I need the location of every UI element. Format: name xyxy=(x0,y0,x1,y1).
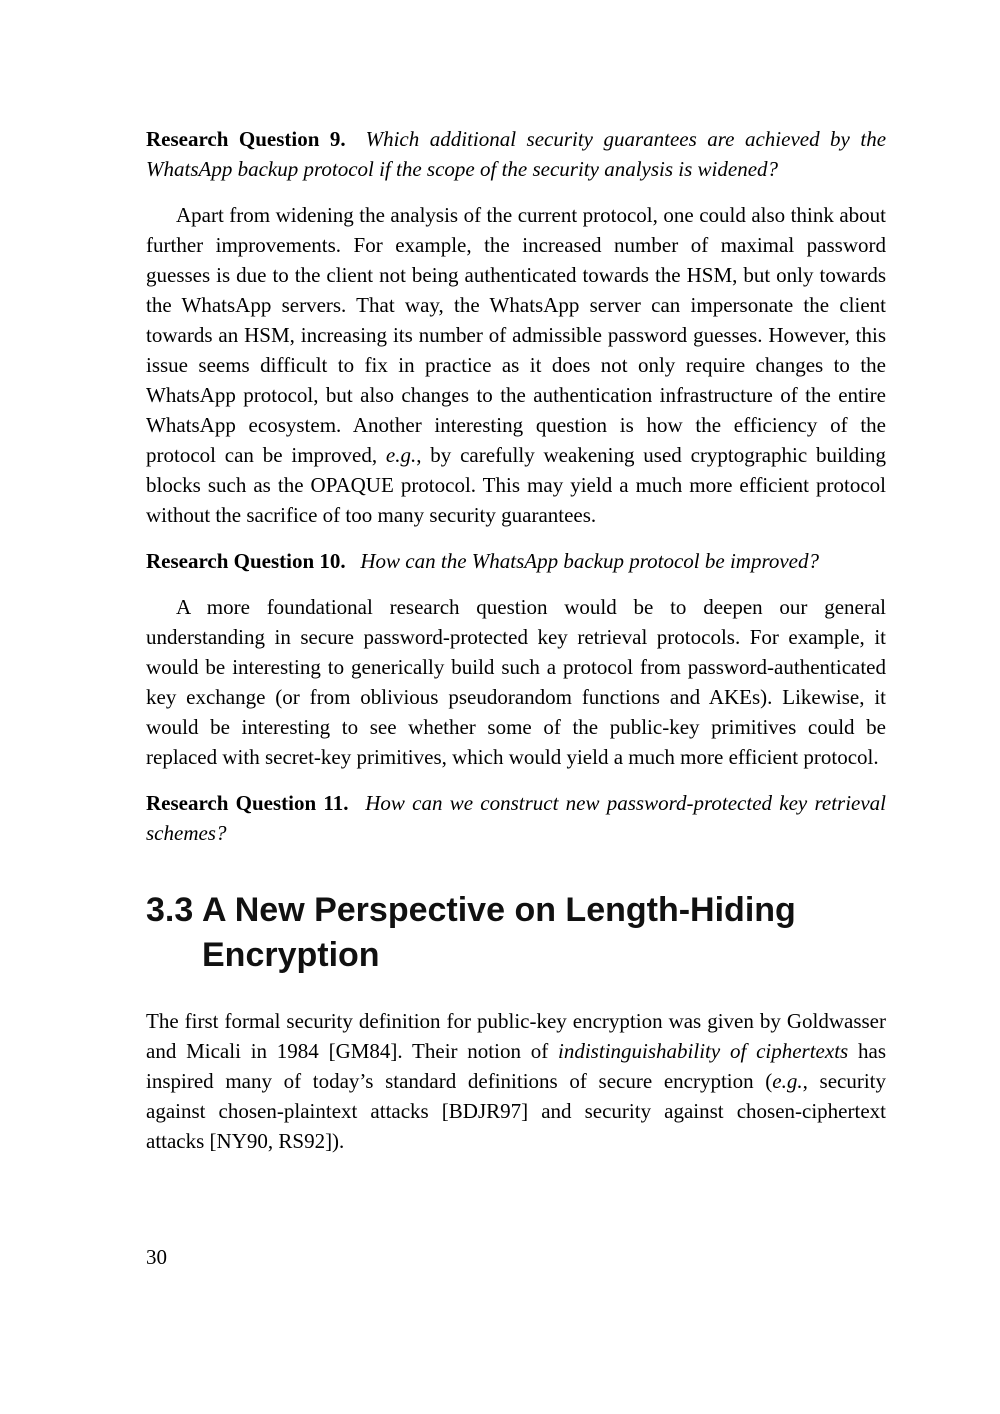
paragraph-protocol-improvements-text-1: Apart from widening the analysis of the current protocol, one could also think about further improvements. For example, the increased number of maximal password guesses is due to the client not being authenticated towards the HSM, but only towards the WhatsApp servers. That way, the WhatsApp server can impersonate the client towards an HSM, increasing its number of admissible password guesses. However, this issue seems difficult to fix in practice as it does not only require changes to the WhatsApp protocol, but also changes to the authentication infrastructure of the entire WhatsApp ecosystem. Another interesting question is how the efficiency of the protocol can be improved, xyxy=(146,203,886,467)
page-number: 30 xyxy=(146,1245,167,1269)
paragraph-encryption-history-italic-eg: e.g. xyxy=(772,1069,803,1093)
paragraph-encryption-history-italic-term: indistinguishability of ciphertexts xyxy=(558,1039,849,1063)
research-question-9-text: Which additional security guarantees are achieved by the WhatsApp backup protocol if the scope of the security analysis is widened? xyxy=(146,127,887,181)
research-question-11 xyxy=(146,788,886,848)
paragraph-encryption-history xyxy=(146,1006,886,1156)
research-question-11-text: How can we construct new password-protected key retrieval schemes? xyxy=(146,791,887,845)
paragraph-encryption-history-text-2: has inspired many of today’s standard definitions of secure encryption ( xyxy=(146,1039,886,1093)
research-question-10-text: How can the WhatsApp backup protocol be improved? xyxy=(360,549,819,573)
paragraph-encryption-history-text-3: , security against chosen-plaintext attacks [BDJR97] and security against chosen-ciphertext attacks [NY90, RS92]). xyxy=(146,1069,886,1153)
paragraph-protocol-improvements xyxy=(146,200,886,530)
research-question-9 xyxy=(146,124,886,184)
paragraph-foundational-research: A more foundational research question would be to deepen our general understanding in secure password-protected key retrieval protocols. For example, it would be interesting to generically build such a protocol from password-authenticated key exchange (or from oblivious pseudorandom functions and AKEs). Likewise, it would be interesting to see whether some of the public-key primitives could be replaced with secret-key primitives, which would yield a much more efficient protocol. xyxy=(146,595,886,769)
paragraph-protocol-improvements-italic-eg: e.g. xyxy=(385,443,417,467)
text-column xyxy=(146,0,886,1172)
research-question-10 xyxy=(146,546,886,576)
section-heading xyxy=(146,888,886,978)
section-title-line2: Encryption xyxy=(202,936,380,974)
section-number: 3.3 xyxy=(146,891,194,929)
research-question-10-label: Research Question 10. xyxy=(146,549,346,573)
paragraph-protocol-improvements-text-2: , by carefully weakening used cryptographic building blocks such as the OPAQUE protocol. This may yield a much more efficient protocol without the sacrifice of too many security guarantees. xyxy=(146,443,886,527)
section-title-line1: A New Perspective on Length-Hiding xyxy=(202,891,796,929)
research-question-9-label: Research Question 9. xyxy=(146,127,346,151)
research-question-11-label: Research Question 11. xyxy=(146,791,349,815)
section-heading-line1 xyxy=(146,888,886,933)
paragraph-encryption-history-text-1: The first formal security definition for public-key encryption was given by Goldwasser and Micali in 1984 [GM84]. Their notion of xyxy=(146,1009,886,1063)
